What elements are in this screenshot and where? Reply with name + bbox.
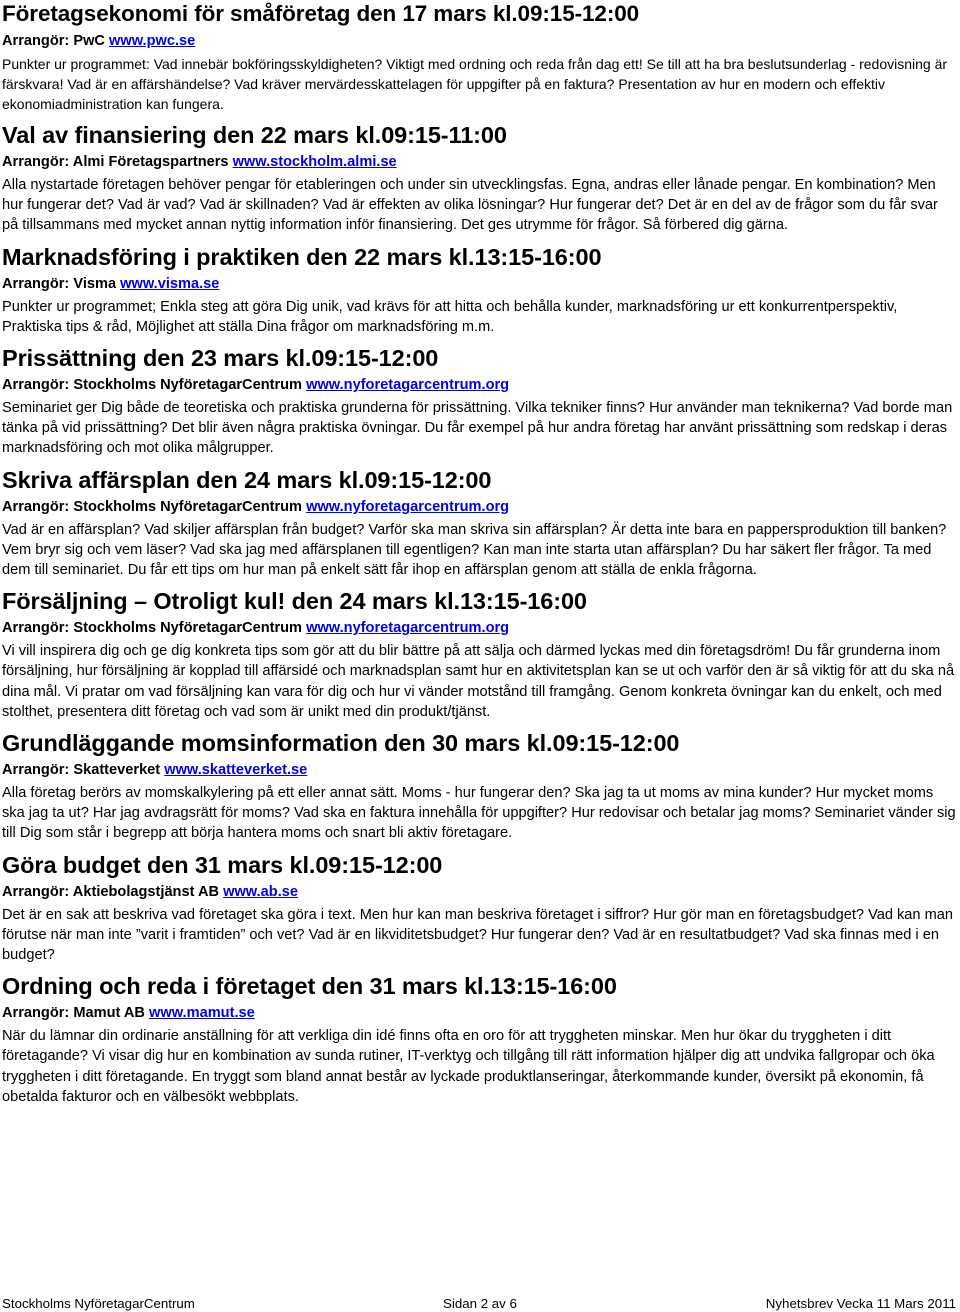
event-section — [2, 466, 956, 581]
organizer-link[interactable]: www.pwc.se — [109, 33, 196, 49]
organizer-link[interactable]: www.nyforetagarcentrum.org — [306, 498, 510, 515]
event-section — [2, 121, 956, 236]
event-title: Skriva affärsplan den 24 mars kl.09:15-12:00 — [2, 466, 492, 493]
event-section — [2, 344, 956, 459]
footer-issue: Nyhetsbrev Vecka 11 Mars 2011 — [765, 1296, 956, 1311]
event-organizer — [2, 619, 956, 637]
event-organizer — [2, 153, 956, 171]
event-section — [2, 851, 956, 966]
organizer-label: Arrangör: Mamut AB — [2, 1005, 150, 1022]
event-title: Marknadsföring i praktiken den 22 mars kl.13:15-16:00 — [2, 243, 602, 270]
event-organizer — [2, 275, 956, 293]
event-section — [2, 587, 956, 722]
event-description: Punkter ur programmet: Vad innebär bokföringsskyldigheten? Viktigt med ordning och reda från dag ett! Se till att ha bra beslutsunderlag - redovisning är färskvara! Vad är en affärshändelse? Vad kräver mervärdesskattelagen för uppgifter på en faktura? Presentation av hur en modern och effektiv ekonomiadministration kan fungera. — [2, 56, 948, 112]
event-section — [2, 729, 956, 844]
organizer-link[interactable]: www.ab.se — [223, 883, 298, 900]
event-organizer — [2, 761, 956, 779]
event-section — [2, 0, 956, 114]
organizer-label: Arrangör: Skatteverket — [2, 762, 165, 779]
event-title: Prissättning den 23 mars kl.09:15-12:00 — [2, 345, 439, 372]
event-title: Företagsekonomi för småföretag den 17 mars kl.09:15-12:00 — [2, 1, 640, 26]
organizer-label: Arrangör: Stockholms NyföretagarCentrum — [2, 377, 307, 394]
event-title: Ordning och reda i företaget den 31 mars kl.13:15-16:00 — [2, 973, 617, 1000]
newsletter-page — [2, 0, 956, 1114]
event-description: Punkter ur programmet; Enkla steg att göra Dig unik, vad krävs för att hitta och behålla kunder, marknadsföring ur ett konkurrentperspektiv, Praktiska tips & råd, Möjlighet att ställa Dina frågor om marknadsföring m.m. — [2, 298, 898, 335]
organizer-link[interactable]: www.nyforetagarcentrum.org — [306, 620, 510, 637]
organizer-link[interactable]: www.nyforetagarcentrum.org — [306, 377, 510, 394]
event-title: Val av finansiering den 22 mars kl.09:15-11:00 — [2, 122, 507, 148]
page-footer — [2, 1296, 956, 1312]
footer-page-number: Sidan 2 av 6 — [443, 1296, 517, 1311]
event-organizer — [2, 498, 956, 516]
organizer-label: Arrangör: Stockholms NyföretagarCentrum — [2, 498, 307, 515]
organizer-link[interactable]: www.visma.se — [120, 275, 220, 292]
organizer-link[interactable]: www.mamut.se — [149, 1005, 255, 1022]
organizer-label: Arrangör: Visma — [2, 275, 121, 292]
event-section — [2, 972, 956, 1107]
organizer-link[interactable]: www.stockholm.almi.se — [232, 154, 397, 170]
event-description: Alla nystartade företagen behöver pengar för etableringen och under sin utvecklingsfas. Egna, andras eller lånade pengar. En kombination? Men hur fungerar det? Vad är vad? Vad är skillnaden? Vad är effekten av olika lösningar? Hur fungerar det? Det är en del av de frågor som du får svar på tillsammans med mycket annan nyttig information inför finansiering. Det ges utrymme för frågor. Så förbered dig gärna. — [2, 177, 938, 234]
event-description: Vi vill inspirera dig och ge dig konkreta tips som gör att du blir bättre på att sälja och därmed lyckas med din företagsdröm! Du får grunderna inom försäljning, hur försäljning är kopplad till affärsidé och marknadsplan samt hur en aktivitetsplan kan se ut och varför den är så viktig för att du ska nå dina mål. Vi pratar om vad försäljning kan vara för dig och hur vi vänder motstånd till framgång. Genom konkreta övningar kan du enkelt, och med stolthet, presentera ditt företag och vad som är unikt med din produkt/tjänst. — [2, 643, 955, 720]
event-organizer — [2, 883, 956, 901]
event-organizer — [2, 32, 956, 50]
event-description: Vad är en affärsplan? Vad skiljer affärsplan från budget? Varför ska man skriva sin affärsplan? Är detta inte bara en pappersproduktion till banken? Vem bryr sig och vem läser? Vad ska jag med affärsplanen till egentligen? Kan man inte starta utan affärsplan? Du har säkert fler frågor. Ta med dem till seminariet. Du får ett tips om hur man på enkelt sätt får ihop en affärsplan genom att ställa de enkla frågorna. — [2, 521, 947, 579]
organizer-label: Arrangör: PwC — [2, 33, 110, 49]
event-description: Det är en sak att beskriva vad företaget ska göra i text. Men hur kan man beskriva företaget i siffror? Hur gör man en företagsbudget? Vad kan man förutse när man inte ”varit i framtiden” och vet? Vad är en likviditetsbudget? Hur fungerar den? Vad är en resultatbudget? Vad ska finnas med i en budget? — [2, 906, 953, 964]
event-title: Grundläggande momsinformation den 30 mars kl.09:15-12:00 — [2, 730, 680, 757]
event-title: Försäljning – Otroligt kul! den 24 mars kl.13:15-16:00 — [2, 588, 587, 615]
event-description: När du lämnar din ordinarie anställning för att verkliga din idé finns ofta en oro för att tryggheten minskar. Men hur ökar du tryggheten i ditt företagande? Vi visar dig hur en kombination av sunda rutiner, IT-verktyg och tillgång till rätt information hjälper dig att undvika fallgropar och öka tryggheten i ditt företagande. En tryggt som bland annat består av lyckade produktlanseringar, återkommande kunder, översikt på ekonomin, få obetalda fakturor och en välbesökt webbplats. — [2, 1028, 935, 1105]
event-organizer — [2, 1004, 956, 1022]
event-title: Göra budget den 31 mars kl.09:15-12:00 — [2, 851, 443, 878]
footer-organization: Stockholms NyföretagarCentrum — [2, 1296, 195, 1311]
organizer-label: Arrangör: Aktiebolagstjänst AB — [2, 883, 224, 900]
event-section — [2, 243, 956, 337]
event-description: Alla företag berörs av momskalkylering på ett eller annat sätt. Moms - hur fungerar den? Ska jag ta ut moms av mina kunder? Hur mycket moms ska jag ta ut? Har jag avdragsrätt för moms? Vad ska en faktura innehålla för uppgifter? Hur redovisar och betalar jag moms? Seminariet vänder sig till Dig som står i begrepp att börja hantera moms och snart bli aktiv företagare. — [2, 785, 956, 842]
organizer-label: Arrangör: Almi Företagspartners — [2, 154, 233, 170]
organizer-label: Arrangör: Stockholms NyföretagarCentrum — [2, 620, 307, 637]
organizer-link[interactable]: www.skatteverket.se — [164, 762, 308, 779]
event-organizer — [2, 376, 956, 394]
event-description: Seminariet ger Dig både de teoretiska och praktiska grunderna för prissättning. Vilka tekniker finns? Hur använder man teknikerna? Vad borde man tänka på vid prissättning? Det blir även några praktiska övningar. Du får exempel på hur andra företag har använt prissättning som redskap i deras marknadsföring och mot olika målgrupper. — [2, 400, 953, 457]
